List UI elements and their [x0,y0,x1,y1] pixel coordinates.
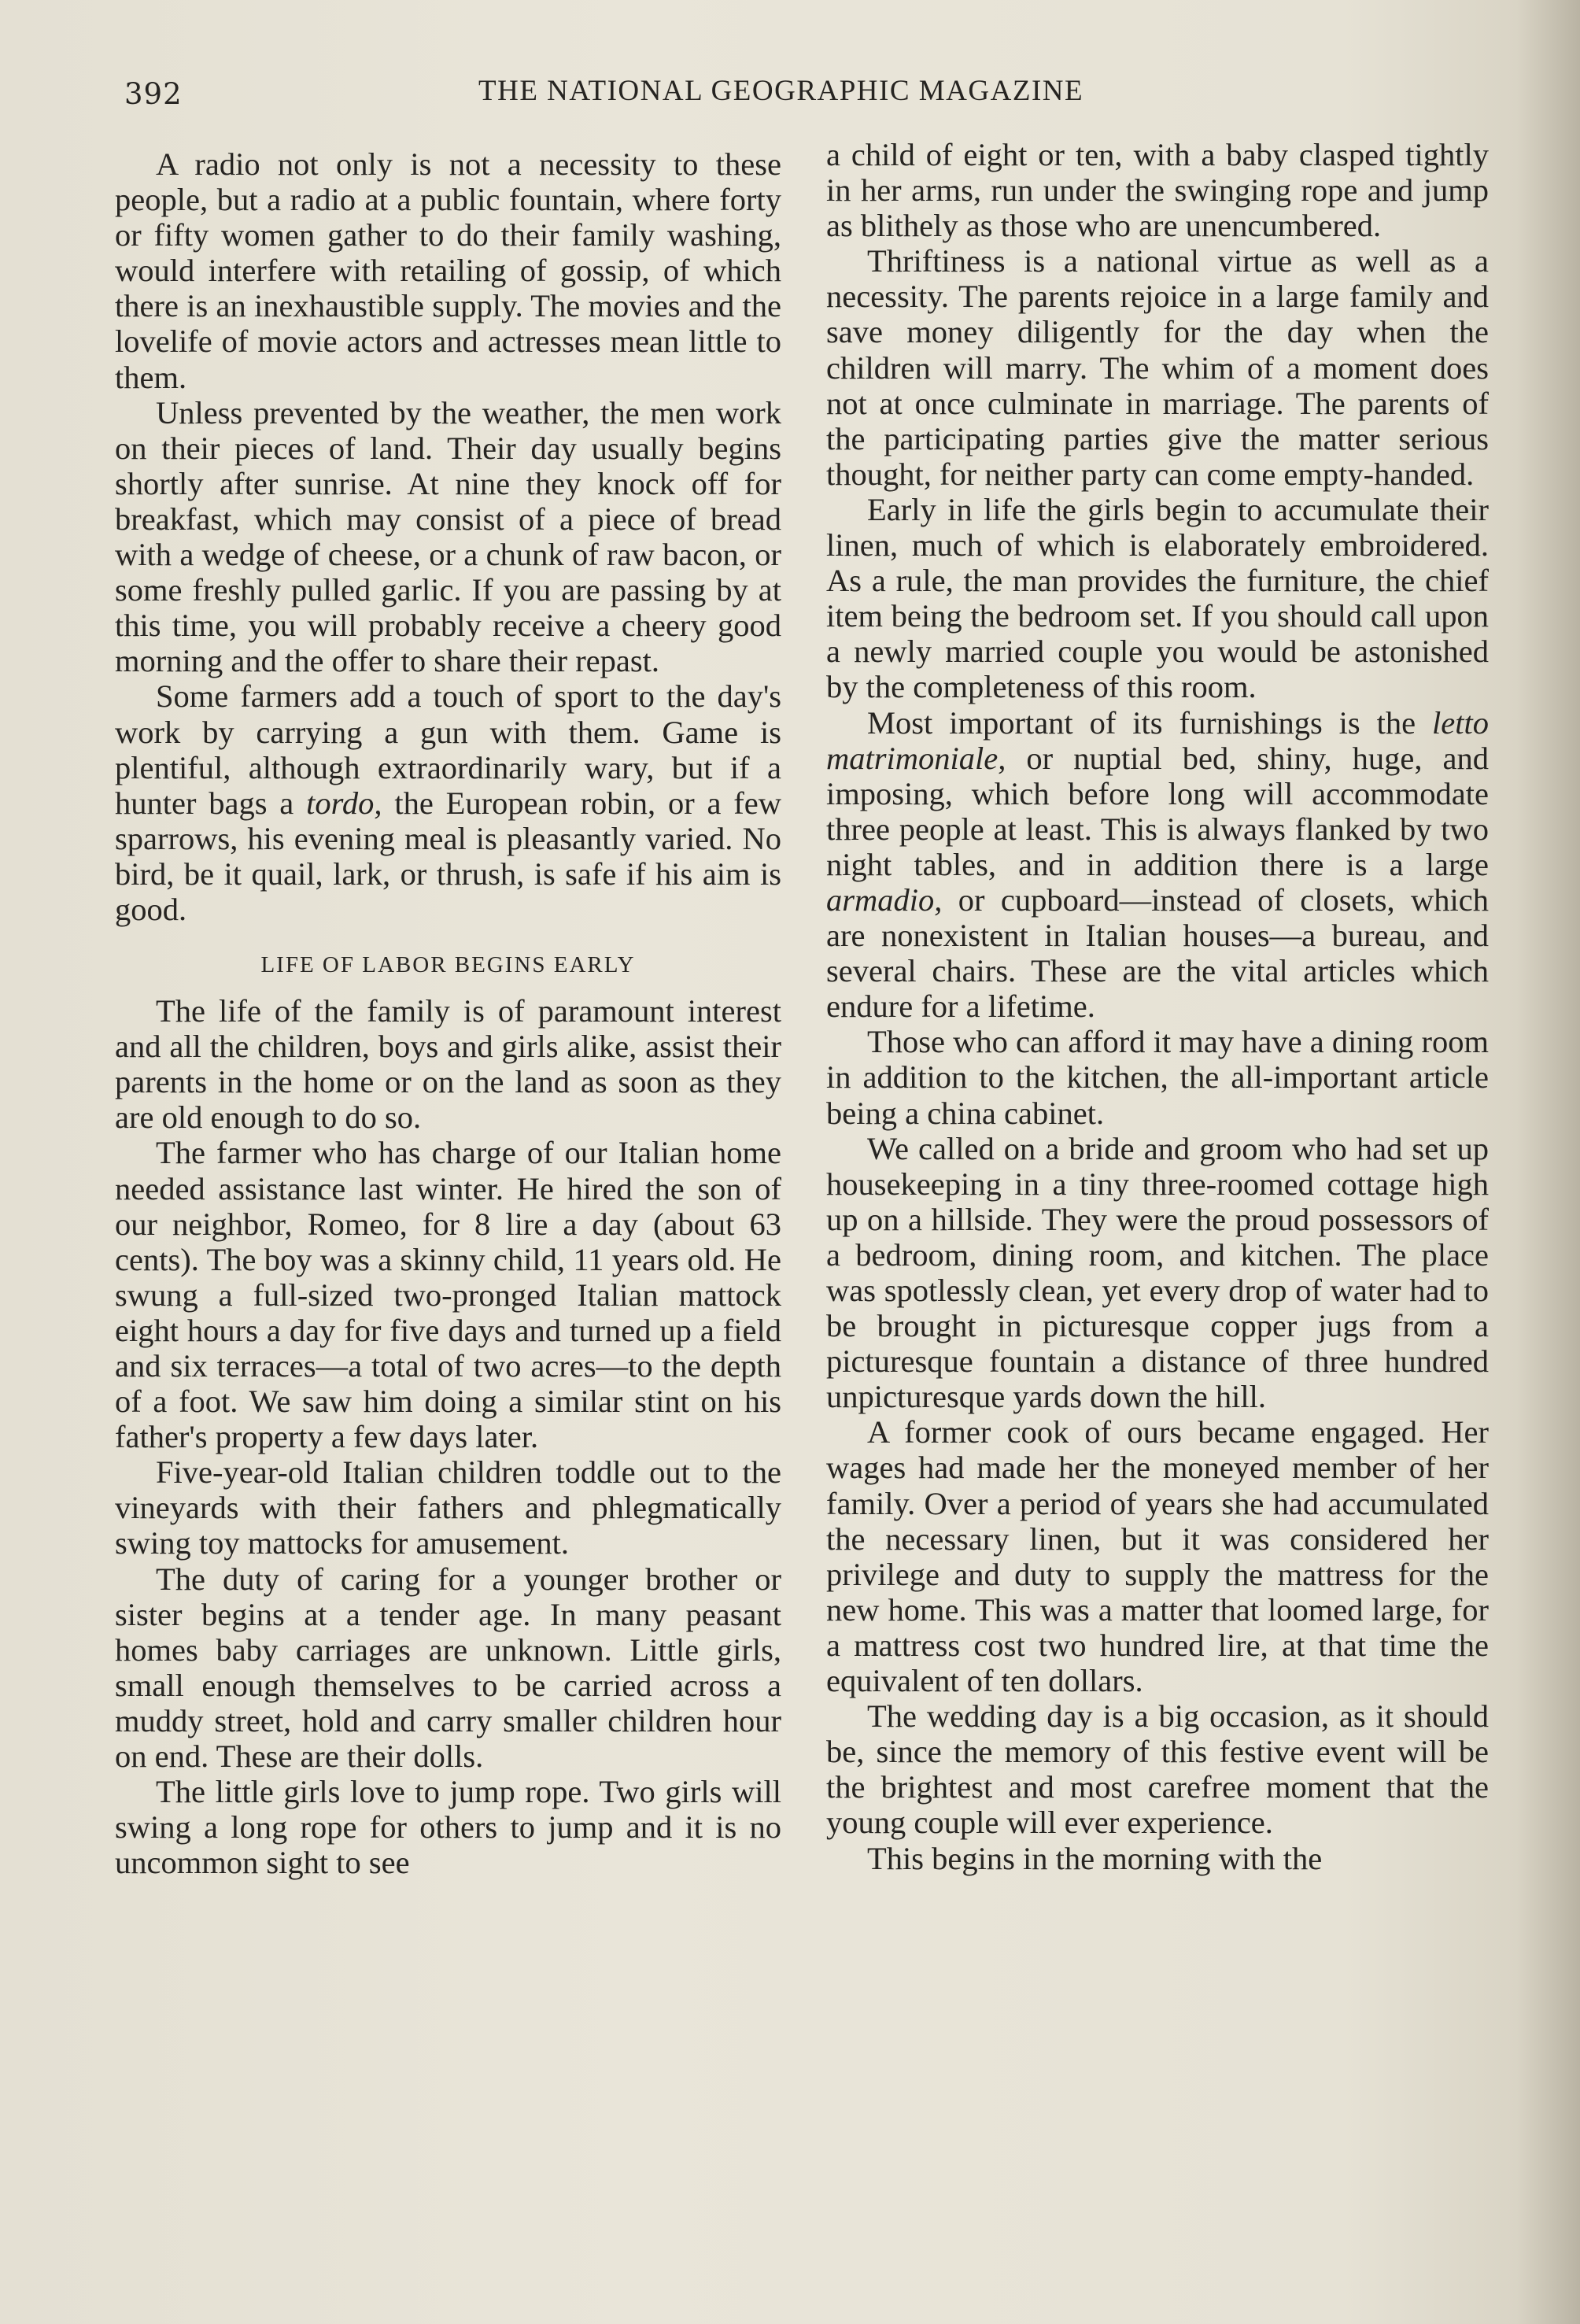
paragraph [115,678,781,927]
paragraph: The duty of caring for a younger brother or sister begins at a tender age. In many peasant homes baby carriages are unknown. Little girls, small enough themselves to be carried across a muddy street, hold and carry smaller children hour on end. These are their dolls. [115,1561,781,1775]
paragraph: Early in life the girls begin to accumulate their linen, much of which is elaborately embroidered. As a rule, the man provides the furniture, the chief item being the bedroom set. If you should call upon a newly married couple you would be astonished by the completeness of this room. [826,491,1489,705]
italic-term: letto matrimoniale, [826,704,1489,776]
paragraph-text: or cupboard—instead of closets, which are nonexistent in Italian houses—a bureau, and several chairs. These are the vital articles which endure for a lifetime. [826,881,1490,1025]
section-heading: LIFE OF LABOR BEGINS EARLY [260,952,636,978]
paragraph: Five-year-old Italian children toddle out to the vineyards with their fathers and phlegmatically swing toy mattocks for amusement. [115,1454,781,1561]
paragraph: Thriftiness is a national virtue as well as a necessity. The parents rejoice in a large family and save money diligently for the day when the children will marry. The whim of a moment does not at once culminate in marriage. The parents of the participating parties give the matter serious thought, for neither party can come empty-handed. [826,243,1489,492]
paragraph-text: the European robin, or a few sparrows, his evening meal is pleasantly varied. No bird, be it quail, lark, or thrush, is safe if his aim is good. [115,785,782,927]
paragraph-continued: a child of eight or ten, with a baby clasped tightly in her arms, run under the swinging rope and jump as blithely as those who are unencumbered. [826,137,1489,244]
paragraph [826,705,1489,1025]
paragraph: Unless prevented by the weather, the men work on their pieces of land. Their day usually begins shortly after sunrise. At nine they knock off for breakfast, which may consist of a piece of bread with a wedge of cheese, or a chunk of raw bacon, or some freshly pulled garlic. If you are passing by at this time, you will probably receive a cheery good morning and the offer to share their repast. [115,394,781,679]
paragraph: The wedding day is a big occasion, as it should be, since the memory of this festive event will be the brightest and most carefree moment that the young couple will ever experience. [826,1698,1489,1841]
italic-term: armadio, [826,881,943,918]
paragraph: The little girls love to jump rope. Two girls will swing a long rope for others to jump and it is no uncommon sight to see [115,1774,781,1881]
paragraph: The farmer who has charge of our Italian home needed assistance last winter. He hired the son of our neighbor, Romeo, for 8 lire a day (about 63 cents). The boy was a skinny child, 11 years old. He swung a full-sized two-pronged Italian mattock eight hours a day for five days and turned up a field and six terraces—a total of two acres—to the depth of a foot. We saw him doing a similar stint on his father's property a few days later. [115,1135,781,1455]
italic-term: tordo, [306,785,382,821]
left-column [115,146,781,1880]
paragraph: This begins in the morning with the [867,1840,1323,1876]
paragraph: A radio not only is not a necessity to these people, but a radio at a public fountain, where forty or fifty women gather to do their family washing, would interfere with retailing of gossip, of which there is an inexhaustible supply. The movies and the lovelife of movie actors and actresses mean little to them. [115,146,781,395]
paragraph-text: or nuptial bed, shiny, huge, and imposing, which before long will accommodate three people at least. This is always flanked by two night tables, and in addition there is a large [826,740,1490,882]
right-column [826,137,1489,1876]
paragraph-text: Some farmers add a touch of sport to the day's work by carrying a gun with them. Game is plentiful, although extraordinarily wary, but if a hunter bags a [115,678,781,821]
paragraph-text: Most important of its furnishings is the [867,704,1416,741]
page-header [124,69,1139,116]
paragraph: We called on a bride and groom who had set up housekeeping in a tiny three-roomed cottage high up on a hillside. They were the proud possessors of a bedroom, dining room, and kitchen. The place was spotlessly clean, yet every drop of water had to be brought in picturesque copper jugs from a picturesque fountain a distance of three hundred unpicturesque yards down the hill. [826,1130,1489,1415]
paragraph: The life of the family is of paramount interest and all the children, boys and girls alike, assist their parents in the home or on the land as soon as they are old enough to do so. [115,993,781,1136]
paragraph: Those who can afford it may have a dining room in addition to the kitchen, the all-important article being a china cabinet. [826,1024,1489,1131]
paragraph: A former cook of ours became engaged. Her wages had made her the moneyed member of her family. Over a period of years she had accumulated the necessary linen, but it was considered her privilege and duty to supply the mattress for the new home. This was a matter that loomed large, for a mattress cost two hundred lire, at that time the equivalent of ten dollars. [826,1414,1489,1699]
page-number: 392 [124,77,183,111]
running-title: THE NATIONAL GEOGRAPHIC MAGAZINE [478,75,1084,107]
